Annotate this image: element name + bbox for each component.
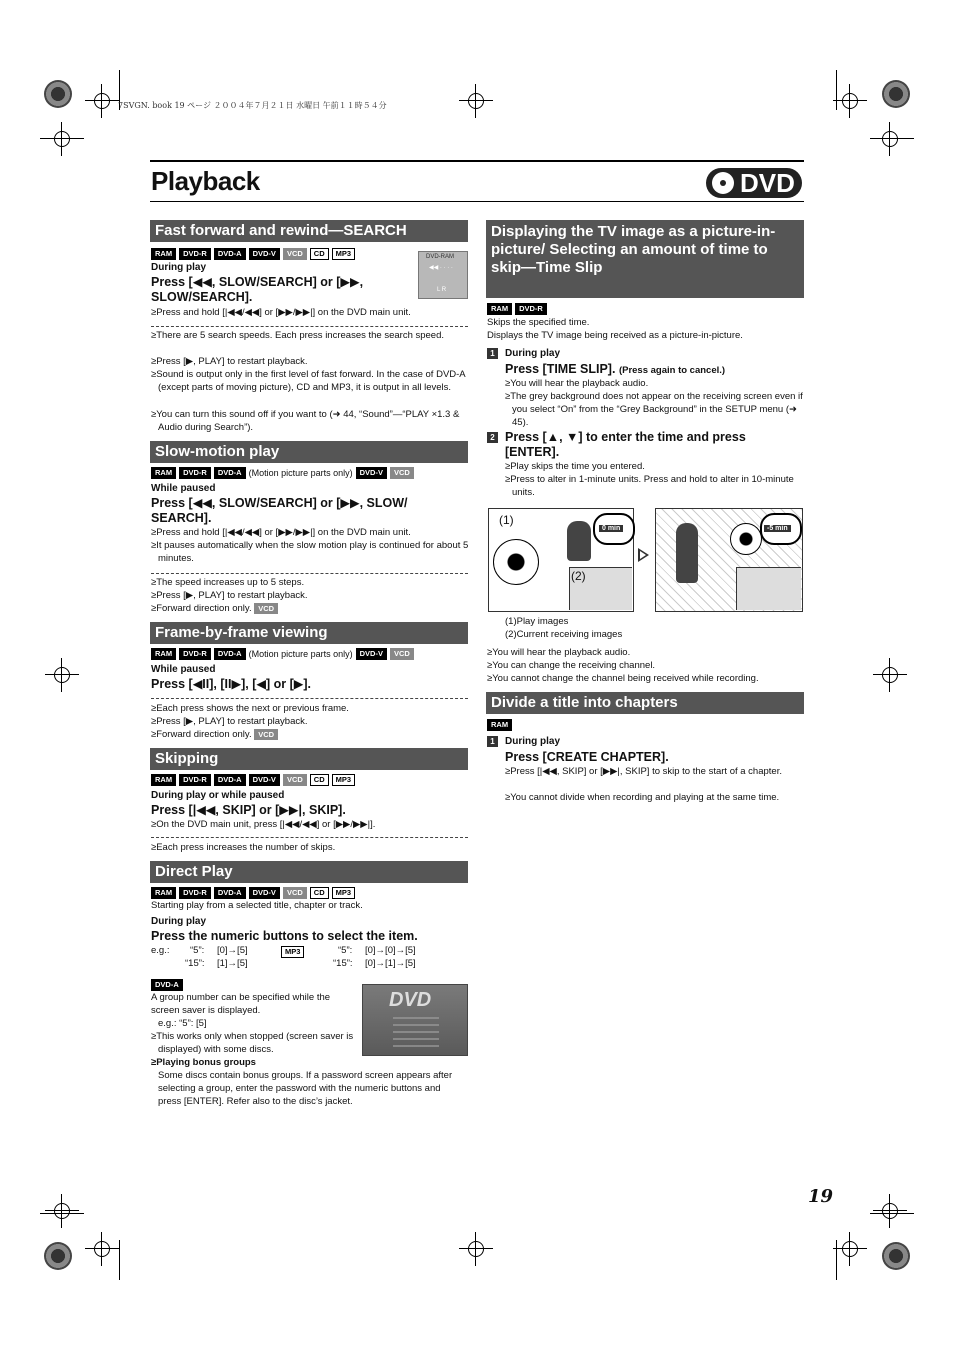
badge-vcd: VCD (283, 887, 307, 899)
bullet-text: ≥Forward direction only. (151, 729, 252, 740)
bullet: ≥You cannot change the channel being received while recording. (487, 673, 759, 684)
badge-dvd-r: DVD-R (179, 887, 211, 899)
bullet: ≥Each press increases the number of skips. (151, 842, 336, 853)
section-heading-skipping: Skipping (150, 748, 468, 770)
registration-mark-icon (882, 1242, 910, 1270)
condition-label: During play or while paused (151, 790, 285, 801)
bullet (151, 602, 473, 615)
condition-label: While paused (151, 483, 216, 494)
badge-dvd-a: DVD-A (214, 887, 246, 899)
arrow-right-icon-inner (640, 551, 646, 559)
bullet: ≥Press and hold [|◀◀/◀◀] or [▶▶/▶▶|] on the DVD main unit. (151, 527, 411, 538)
badge-dvd-r: DVD-R (179, 467, 211, 479)
dvda-example: e.g.: “5”: [5] (158, 1018, 207, 1029)
example-sequence: [0]→[0]→[5] (365, 945, 416, 956)
badge-vcd: VCD (390, 648, 414, 660)
dashed-divider (151, 326, 468, 327)
section-heading-direct-play: Direct Play (150, 861, 468, 883)
page-number: 19 (808, 1186, 834, 1207)
trim-line (836, 70, 837, 110)
bullet: ≥Press [▶, PLAY] to restart playback. (151, 590, 308, 601)
crosshair-mark-icon (873, 122, 907, 156)
search-screen-display (418, 251, 468, 299)
press-instruction: Press [◀◀, SLOW/SEARCH] or [▶▶, SLOW/ SEARCH]. (151, 496, 408, 525)
badge-ram: RAM (151, 887, 176, 899)
example-label: e.g.: (151, 945, 170, 956)
crosshair-mark-icon (873, 658, 907, 692)
step-two-icon: 2 (487, 432, 498, 443)
player-silhouette (676, 523, 698, 583)
badge-vcd: VCD (283, 774, 307, 786)
trim-line (119, 1240, 120, 1280)
pip-window (736, 567, 801, 610)
bullet: ≥Each press shows the next or previous frame. (151, 703, 349, 714)
badge-dvd-r: DVD-R (179, 774, 211, 786)
badge-ram: RAM (151, 248, 176, 260)
intro-text: Starting play from a selected title, chapter or track. (151, 900, 363, 911)
disc-badges (487, 303, 547, 315)
badge-dvd-v: DVD-V (356, 648, 387, 660)
section-heading-time-slip: Displaying the TV image as a picture-in-picture/ Selecting an amount of time to skip—Time Slip (486, 220, 804, 298)
badge-ram: RAM (151, 774, 176, 786)
badge-vcd: VCD (254, 729, 278, 740)
bullet: ≥There are 5 search speeds. Each press increases the search speed. (151, 330, 445, 341)
section-heading-slow-motion: Slow-motion play (150, 441, 468, 463)
dashed-divider (151, 837, 468, 838)
badge-dvd-v: DVD-V (249, 887, 280, 899)
bullet: ≥Playing bonus groups (151, 1057, 256, 1068)
trim-line (836, 1240, 837, 1280)
condition-label: During play (505, 736, 561, 747)
time-display (760, 513, 802, 545)
intro-text: Skips the specified time. (487, 317, 590, 328)
example-key: “15”: (333, 958, 353, 969)
badge-ram: RAM (487, 303, 512, 315)
title-rule-bottom (150, 201, 804, 202)
dashed-divider (151, 573, 468, 574)
crosshair-mark-icon (459, 84, 493, 118)
crosshair-mark-icon (85, 84, 119, 118)
crosshair-mark-icon (833, 84, 867, 118)
image-caption: (1)Play images (505, 616, 569, 627)
badge-dvd-a: DVD-A (214, 467, 246, 479)
time-slip-value: -5 min (764, 525, 791, 532)
badge-dvd-a: DVD-A (214, 774, 246, 786)
badge-cd: CD (310, 887, 329, 899)
trim-line (40, 138, 84, 139)
badge-mp3: MP3 (281, 946, 304, 958)
press-instruction: Press [▲, ▼] to enter the time and press [ENTER]. (505, 430, 746, 459)
trim-line (40, 1213, 84, 1214)
condition-label: While paused (151, 664, 216, 675)
bullet: ≥You will hear the playback audio. (505, 378, 649, 389)
bullet: ≥The grey background does not appear on the receiving screen even if you select “On” from the “Grey Background” in the SETUP menu (➜ 45). (505, 391, 803, 428)
bullet: ≥Sound is output only in the first level of fast forward. In the case of DVD-A (except parts of moving picture), CD and MP3, it is output in all levels. (151, 369, 466, 393)
bullet: ≥Press [▶, PLAY] to restart playback. (151, 716, 308, 727)
disc-badges (151, 887, 355, 899)
badge-dvd-a: DVD-A (214, 648, 246, 660)
press-instruction (505, 362, 725, 378)
image-label-2: (2) (571, 569, 586, 583)
registration-mark-icon (44, 80, 72, 108)
badge-vcd: VCD (254, 603, 278, 614)
section-heading-frame-by-frame: Frame-by-frame viewing (150, 622, 468, 644)
disc-icon (712, 172, 734, 194)
soccer-ball-image (730, 523, 762, 555)
bullet: ≥You can change the receiving channel. (487, 660, 656, 671)
example-key: “15”: (185, 958, 205, 969)
example-key: “5”: (338, 945, 353, 956)
bullet: ≥Press to alter in 1-minute units. Press and hold to alter in 10-minute units. (505, 474, 794, 498)
parts-note: (Motion picture parts only) (248, 468, 353, 478)
crosshair-mark-icon (45, 122, 79, 156)
example-sequence: [1]→[5] (217, 958, 248, 969)
screen-saver-image (362, 984, 468, 1056)
press-instruction: Press [◀◀, SLOW/SEARCH] or [▶▶, SLOW/SEARCH]. (151, 275, 364, 304)
receiving-image-illustration (655, 508, 803, 612)
badge-vcd: VCD (390, 467, 414, 479)
press-instruction: Press [|◀◀, SKIP] or [▶▶|, SKIP]. (151, 803, 346, 817)
press-instruction: Press [CREATE CHAPTER]. (505, 750, 669, 764)
image-label-1: (1) (499, 513, 514, 527)
badge-dvd-a: DVD-A (214, 248, 246, 260)
press-note: (Press again to cancel.) (618, 365, 726, 376)
bullet: ≥This works only when stopped (screen saver is displayed) with some discs. (151, 1031, 354, 1055)
trim-line (870, 1213, 914, 1214)
crosshair-mark-icon (45, 658, 79, 692)
badge-dvd-v: DVD-V (356, 467, 387, 479)
bullet-text: ≥Forward direction only. (151, 603, 252, 614)
screen-label: DVD-RAM (426, 254, 454, 260)
badge-ram: RAM (151, 648, 176, 660)
badge-dvd-r: DVD-R (179, 248, 211, 260)
press-instruction: Press [◀II], [II▶], [◀] or [▶]. (151, 677, 311, 691)
dvd-logo-text: DVD (740, 168, 795, 198)
page-title: Playback (151, 166, 260, 196)
dvda-note: A group number can be specified while the screen saver is displayed. (151, 992, 331, 1016)
bullet: ≥Press [▶, PLAY] to restart playback. (151, 356, 308, 367)
screen-saver-icons (393, 1017, 439, 1049)
badge-mp3: MP3 (332, 887, 355, 899)
badge-vcd: VCD (283, 248, 307, 260)
soccer-ball-image (493, 539, 539, 585)
step-one-icon: 1 (487, 348, 498, 359)
time-slip-value: 0 min (599, 525, 623, 532)
screen-saver-logo: DVD (389, 989, 432, 1011)
badge-cd: CD (310, 774, 329, 786)
section-heading-search: Fast forward and rewind—SEARCH (150, 220, 468, 242)
badge-dvd-r: DVD-R (179, 648, 211, 660)
print-header-note: 7SVGN. book 19 ページ ２００４年７月２１日 水曜日 午前１１時５４分 (118, 101, 387, 110)
badge-dvd-v: DVD-V (249, 248, 280, 260)
registration-mark-icon (44, 1242, 72, 1270)
condition-label: During play (151, 262, 207, 273)
badge-cd: CD (310, 248, 329, 260)
crosshair-mark-icon (873, 1194, 907, 1228)
bullet: ≥Play skips the time you entered. (505, 461, 645, 472)
parts-note: (Motion picture parts only) (248, 649, 353, 659)
lr-indicator: L R (437, 287, 447, 293)
crosshair-mark-icon (459, 1232, 493, 1266)
bullet (151, 728, 473, 741)
bullet: ≥You can turn this sound off if you want to (➜ 44, “Sound”—“PLAY ×1.3 & Audio during Search”). (151, 409, 460, 433)
intro-text: Displays the TV image being received as a picture-in-picture. (487, 330, 743, 341)
bullet: ≥Press [|◀◀, SKIP] or [▶▶|, SKIP] to skip to the start of a chapter. (505, 766, 782, 777)
condition-label: During play (505, 348, 561, 359)
crosshair-mark-icon (85, 1232, 119, 1266)
bullet: ≥The speed increases up to 5 steps. (151, 577, 305, 588)
bonus-group-text: Some discs contain bonus groups. If a password screen appears after selecting a group, enter the password with the numeric buttons and press [ENTER]. Refer also to the disc’s jacket. (158, 1070, 453, 1107)
badge-ram: RAM (487, 719, 512, 731)
bullet: ≥Press and hold [|◀◀/◀◀] or [▶▶/▶▶|] on the DVD main unit. (151, 307, 411, 318)
bullet: ≥It pauses automatically when the slow motion play is continued for about 5 minutes. (151, 540, 469, 564)
registration-mark-icon (882, 80, 910, 108)
example-key: “5”: (190, 945, 205, 956)
section-heading-chapters: Divide a title into chapters (486, 692, 804, 714)
disc-badges (151, 648, 414, 660)
condition-label: During play (151, 916, 207, 927)
badge-mp3: MP3 (332, 774, 355, 786)
badge-mp3: MP3 (332, 248, 355, 260)
dashed-divider (151, 698, 468, 699)
badge-ram: RAM (151, 467, 176, 479)
bullet: ≥You cannot divide when recording and playing at the same time. (505, 792, 780, 803)
example-sequence: [0]→[5] (217, 945, 248, 956)
press-instruction: Press the numeric buttons to select the item. (151, 929, 418, 943)
badge-dvd-v: DVD-V (249, 774, 280, 786)
player-silhouette (567, 521, 591, 561)
disc-badges (151, 774, 355, 786)
disc-badges (151, 467, 414, 479)
badge-dvd-a: DVD-A (151, 979, 183, 991)
badge-dvd-r: DVD-R (515, 303, 547, 315)
bullet: ≥You will hear the playback audio. (487, 647, 631, 658)
disc-badges (151, 248, 355, 260)
step-one-icon: 1 (487, 736, 498, 747)
bullet: ≥On the DVD main unit, press [|◀◀/◀◀] or [▶▶/▶▶|]. (151, 819, 376, 830)
image-caption: (2)Current receiving images (505, 629, 623, 640)
dvd-logo (706, 168, 802, 198)
crosshair-mark-icon (45, 1194, 79, 1228)
title-rule-top (150, 160, 804, 162)
search-symbol: ◀◀ · · · · (429, 265, 453, 271)
trim-line (870, 138, 914, 139)
disc-badges (487, 719, 512, 731)
time-display (593, 513, 635, 545)
crosshair-mark-icon (833, 1232, 867, 1266)
play-image-illustration (488, 508, 634, 612)
press-text: Press [TIME SLIP]. (505, 362, 616, 376)
example-sequence: [0]→[1]→[5] (365, 958, 416, 969)
